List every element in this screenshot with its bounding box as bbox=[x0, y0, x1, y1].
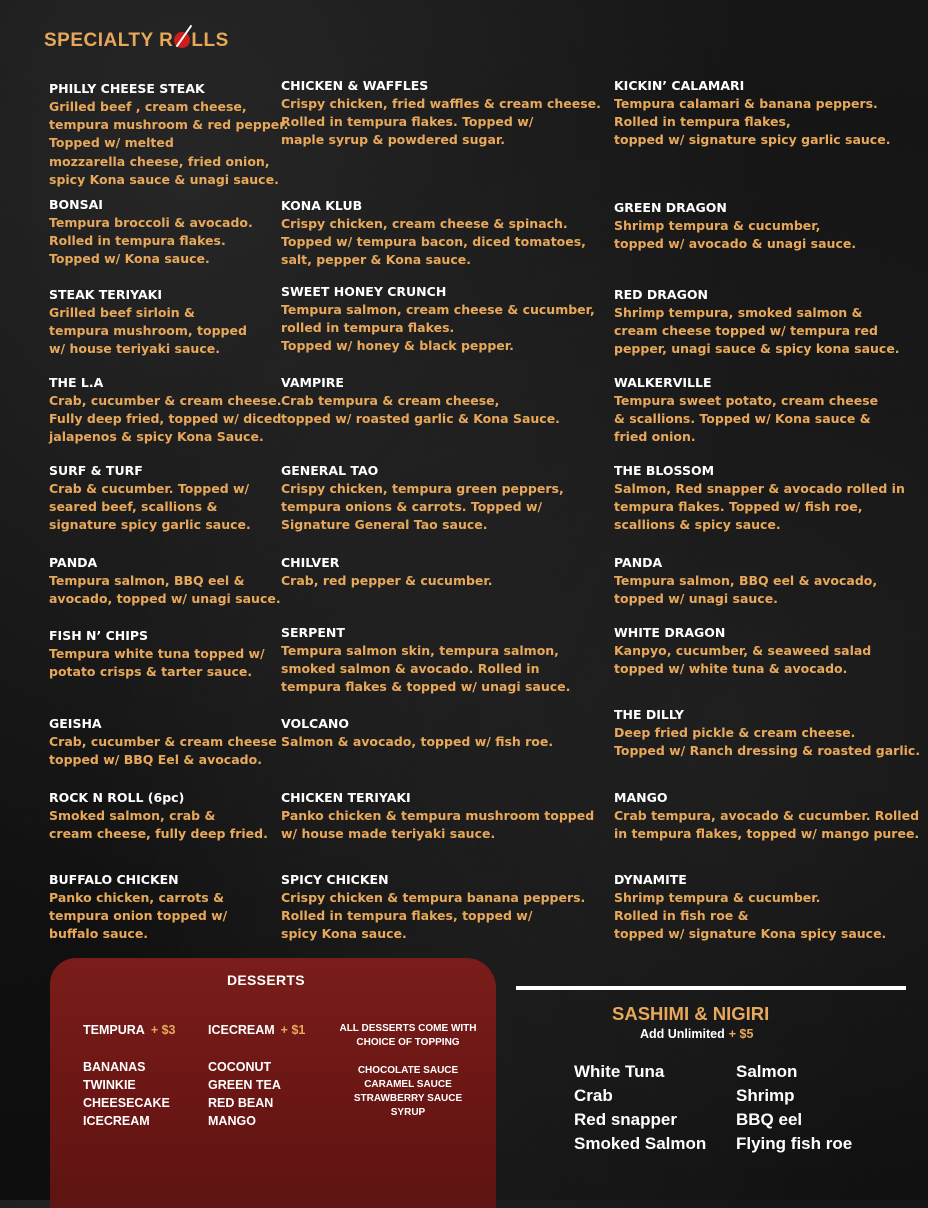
roll-name: CHICKEN & WAFFLES bbox=[281, 78, 429, 93]
desserts-panel bbox=[50, 958, 496, 1208]
dessert-item: RED BEAN bbox=[208, 1096, 274, 1110]
roll-item bbox=[281, 715, 553, 751]
roll-name: CHILVER bbox=[281, 555, 340, 570]
roll-name: WALKERVILLE bbox=[614, 375, 712, 390]
roll-name: PANDA bbox=[614, 555, 663, 570]
icecream-price: + $1 bbox=[280, 1023, 306, 1037]
roll-description: Tempura salmon skin, tempura salmon, smoked salmon & avocado. Rolled in tempura flakes & topped w/ unagi sauce. bbox=[281, 643, 571, 695]
roll-item bbox=[614, 789, 919, 843]
dessert-item: CHEESECAKE bbox=[83, 1096, 170, 1110]
roll-name: PANDA bbox=[49, 555, 98, 570]
roll-description: Tempura broccoli & avocado. Rolled in tempura flakes. Topped w/ Kona sauce. bbox=[49, 215, 253, 267]
roll-item bbox=[281, 197, 586, 270]
roll-name: SPICY CHICKEN bbox=[281, 872, 389, 887]
roll-item bbox=[49, 374, 281, 447]
roll-item bbox=[281, 789, 594, 843]
roll-description: Crispy chicken & tempura banana peppers. Rolled in tempura flakes, topped w/ spicy Kona sauce. bbox=[281, 890, 586, 942]
roll-description: Tempura salmon, BBQ eel & avocado, topped w/ unagi sauce. bbox=[49, 573, 281, 607]
roll-description: Shrimp tempura & cucumber. Rolled in fish roe & topped w/ signature Kona spicy sauce. bbox=[614, 890, 887, 942]
roll-name: ROCK N ROLL (6pc) bbox=[49, 790, 185, 805]
roll-description: Deep fried pickle & cream cheese. Topped w/ Ranch dressing & roasted garlic. bbox=[614, 725, 921, 759]
roll-description: Panko chicken & tempura mushroom topped w/ house made teriyaki sauce. bbox=[281, 808, 595, 842]
roll-item bbox=[49, 789, 268, 843]
dessert-item: MANGO bbox=[208, 1114, 256, 1128]
sushi-roll-chopsticks-icon bbox=[174, 32, 190, 48]
title-part-1: SPECIALTY R bbox=[44, 30, 174, 51]
roll-description: Tempura calamari & banana peppers. Rolled in tempura flakes, topped w/ signature spicy garlic sauce. bbox=[614, 96, 891, 148]
roll-name: KONA KLUB bbox=[281, 198, 363, 213]
roll-description: Shrimp tempura, smoked salmon & cream cheese topped w/ tempura red pepper, unagi sauce & spicy kona sauce. bbox=[614, 305, 900, 357]
roll-item bbox=[49, 554, 281, 608]
roll-description: Salmon, Red snapper & avocado rolled in tempura flakes. Topped w/ fish roe, scallions & spicy sauce. bbox=[614, 481, 905, 533]
sashimi-item: Red snapper bbox=[574, 1110, 677, 1129]
roll-item bbox=[49, 871, 227, 944]
roll-name: SURF & TURF bbox=[49, 463, 143, 478]
roll-name: STEAK TERIYAKI bbox=[49, 287, 162, 302]
icecream-heading bbox=[208, 1023, 305, 1037]
roll-name: THE BLOSSOM bbox=[614, 463, 715, 478]
topping-item: CHOCOLATE SAUCE bbox=[357, 1065, 459, 1076]
topping-item: SYRUP bbox=[390, 1107, 426, 1118]
section-divider bbox=[516, 986, 906, 990]
roll-name: VOLCANO bbox=[281, 716, 349, 731]
sashimi-item: White Tuna bbox=[574, 1062, 665, 1081]
roll-item bbox=[281, 871, 585, 944]
roll-description: Tempura salmon, cream cheese & cucumber, rolled in tempura flakes. Topped w/ honey & black pepper. bbox=[281, 302, 595, 354]
dessert-item: COCONUT bbox=[208, 1060, 272, 1074]
sashimi-item: Smoked Salmon bbox=[574, 1134, 707, 1153]
roll-description: Kanpyo, cucumber, & seaweed salad topped w/ white tuna & avocado. bbox=[614, 643, 872, 677]
roll-description: Grilled beef , cream cheese, tempura mushroom & red pepper. Topped w/ melted mozzarella cheese, fried onion, spicy Kona sauce & unagi sauce. bbox=[49, 99, 289, 187]
roll-name: GREEN DRAGON bbox=[614, 200, 727, 215]
roll-name: THE DILLY bbox=[614, 707, 684, 722]
tempura-price: + $3 bbox=[150, 1023, 176, 1037]
sashimi-item: Salmon bbox=[736, 1062, 798, 1081]
roll-description: Tempura salmon, BBQ eel & avocado, topped w/ unagi sauce. bbox=[614, 573, 878, 607]
roll-item bbox=[614, 624, 871, 678]
sashimi-item: Shrimp bbox=[736, 1086, 795, 1105]
topping-item: STRAWBERRY SAUCE bbox=[353, 1093, 463, 1104]
page-title bbox=[44, 30, 229, 52]
roll-item bbox=[614, 462, 905, 535]
topping-list bbox=[333, 1064, 483, 1120]
roll-item bbox=[49, 196, 253, 269]
sashimi-item: BBQ eel bbox=[736, 1110, 803, 1129]
roll-description: Crab tempura & cream cheese, topped w/ roasted garlic & Kona Sauce. bbox=[281, 393, 560, 427]
dessert-item: GREEN TEA bbox=[208, 1078, 281, 1092]
roll-name: DYNAMITE bbox=[614, 872, 687, 887]
roll-description: Smoked salmon, crab & cream cheese, fully deep fried. bbox=[49, 808, 268, 842]
topping-note: ALL DESSERTS COME WITH CHOICE OF TOPPING bbox=[339, 1023, 477, 1048]
roll-name: BUFFALO CHICKEN bbox=[49, 872, 179, 887]
roll-name: CHICKEN TERIYAKI bbox=[281, 790, 411, 805]
roll-name: FISH N’ CHIPS bbox=[49, 628, 149, 643]
roll-description: Crab tempura, avocado & cucumber. Rolled in tempura flakes, topped w/ mango puree. bbox=[614, 808, 920, 842]
sashimi-subtitle-text: Add Unlimited bbox=[640, 1027, 725, 1041]
roll-item bbox=[49, 462, 251, 535]
roll-item bbox=[614, 706, 920, 760]
roll-item bbox=[614, 554, 877, 608]
sashimi-item: Flying fish roe bbox=[736, 1134, 853, 1153]
roll-description: Crispy chicken, fried waffles & cream cheese. Rolled in tempura flakes. Topped w/ maple syrup & powdered sugar. bbox=[281, 96, 601, 148]
icecream-list bbox=[208, 1058, 281, 1130]
roll-item bbox=[281, 374, 560, 428]
roll-name: THE L.A bbox=[49, 375, 104, 390]
sashimi-item: Crab bbox=[574, 1086, 613, 1105]
roll-item bbox=[614, 286, 900, 359]
roll-name: VAMPIRE bbox=[281, 375, 344, 390]
sashimi-title: SASHIMI & NIGIRI bbox=[612, 1003, 770, 1024]
roll-description: Grilled beef sirloin & tempura mushroom, topped w/ house teriyaki sauce. bbox=[49, 305, 247, 357]
roll-item bbox=[281, 77, 601, 150]
roll-description: Panko chicken, carrots & tempura onion topped w/ buffalo sauce. bbox=[49, 890, 228, 942]
roll-name: GEISHA bbox=[49, 716, 102, 731]
roll-item bbox=[49, 627, 265, 681]
tempura-list bbox=[83, 1058, 170, 1130]
roll-name: SWEET HONEY CRUNCH bbox=[281, 284, 447, 299]
sashimi-list-left bbox=[574, 1060, 706, 1156]
roll-item bbox=[614, 374, 878, 447]
roll-item bbox=[614, 871, 886, 944]
roll-name: KICKIN’ CALAMARI bbox=[614, 78, 745, 93]
dessert-item: BANANAS bbox=[83, 1060, 146, 1074]
sashimi-price: + $5 bbox=[728, 1027, 754, 1041]
roll-description: Tempura sweet potato, cream cheese & scallions. Topped w/ Kona sauce & fried onion. bbox=[614, 393, 879, 445]
sashimi-list-right bbox=[736, 1060, 852, 1156]
roll-name: RED DRAGON bbox=[614, 287, 708, 302]
roll-item bbox=[281, 283, 595, 356]
roll-name: WHITE DRAGON bbox=[614, 625, 726, 640]
tempura-heading bbox=[83, 1023, 176, 1037]
roll-description: Crispy chicken, cream cheese & spinach. Topped w/ tempura bacon, diced tomatoes, salt, pepper & Kona sauce. bbox=[281, 216, 586, 268]
roll-item bbox=[281, 624, 570, 697]
roll-description: Tempura white tuna topped w/ potato crisps & tarter sauce. bbox=[49, 646, 265, 680]
roll-description: Crab, red pepper & cucumber. bbox=[281, 573, 493, 588]
roll-description: Shrimp tempura & cucumber, topped w/ avocado & unagi sauce. bbox=[614, 218, 857, 252]
tempura-label: TEMPURA bbox=[83, 1023, 145, 1037]
sashimi-subtitle bbox=[640, 1027, 753, 1041]
roll-item bbox=[614, 199, 856, 253]
desserts-title: DESSERTS bbox=[227, 972, 305, 988]
roll-item bbox=[614, 77, 890, 150]
dessert-item: TWINKIE bbox=[83, 1078, 136, 1092]
dessert-item: ICECREAM bbox=[83, 1114, 150, 1128]
roll-name: SERPENT bbox=[281, 625, 345, 640]
roll-item bbox=[49, 715, 277, 769]
title-part-2: LLS bbox=[191, 30, 229, 51]
topping-item: CARAMEL SAUCE bbox=[364, 1079, 452, 1090]
roll-description: Crab, cucumber & cream cheese topped w/ BBQ Eel & avocado. bbox=[49, 734, 277, 768]
roll-name: BONSAI bbox=[49, 197, 103, 212]
roll-description: Salmon & avocado, topped w/ fish roe. bbox=[281, 734, 554, 749]
icecream-label: ICECREAM bbox=[208, 1023, 275, 1037]
roll-name: GENERAL TAO bbox=[281, 463, 379, 478]
roll-description: Crab & cucumber. Topped w/ seared beef, scallions & signature spicy garlic sauce. bbox=[49, 481, 251, 533]
roll-item bbox=[49, 286, 247, 359]
roll-name: MANGO bbox=[614, 790, 668, 805]
roll-description: Crab, cucumber & cream cheese. Fully deep fried, topped w/ diced jalapenos & spicy Kona Sauce. bbox=[49, 393, 282, 445]
roll-item bbox=[281, 554, 493, 590]
roll-item bbox=[281, 462, 564, 535]
roll-name: PHILLY CHEESE STEAK bbox=[49, 81, 205, 96]
roll-description: Crispy chicken, tempura green peppers, tempura onions & carrots. Topped w/ Signature General Tao sauce. bbox=[281, 481, 564, 533]
roll-item bbox=[49, 80, 288, 189]
